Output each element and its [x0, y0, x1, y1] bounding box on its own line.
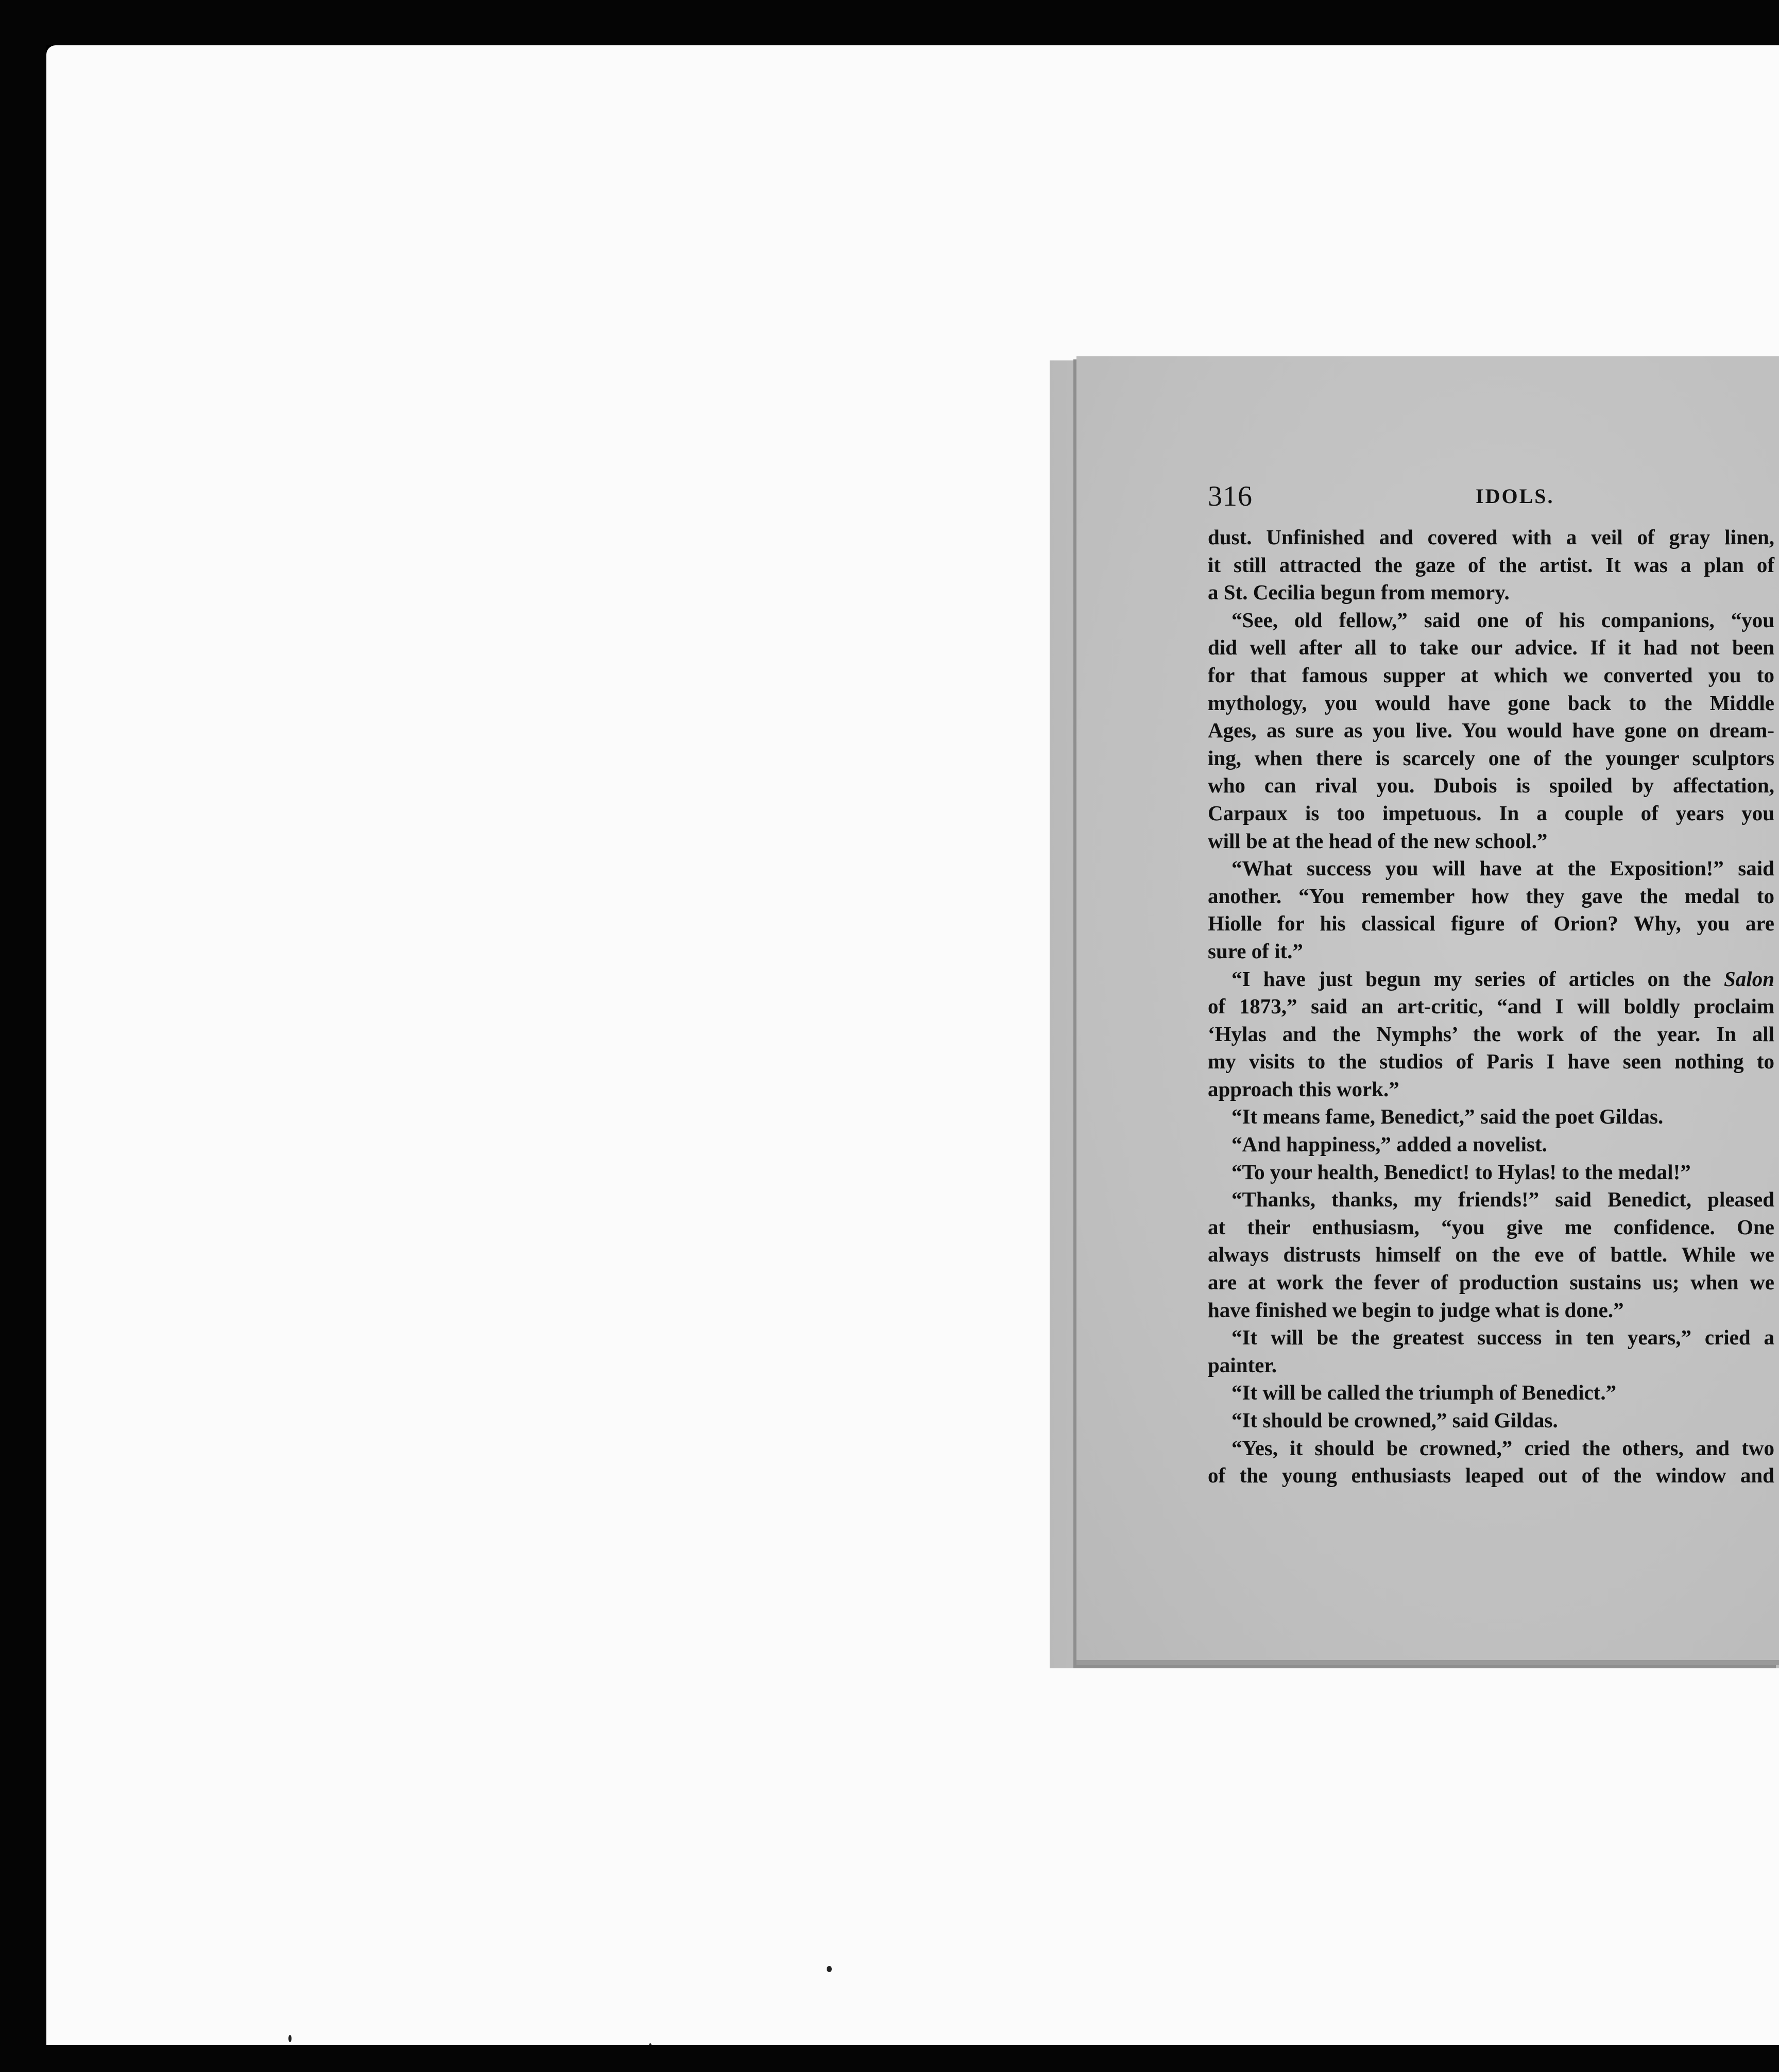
text-line: of 1873,” said an art-critic, “and I will boldly proclaim	[1208, 994, 1774, 1018]
text-line: sure of it.”	[1208, 939, 1303, 963]
text-line: ‘Hylas and the Nymphs’ the work of the year. In all	[1208, 1022, 1774, 1046]
text-line: painter.	[1208, 1353, 1277, 1377]
text-line: “It will be called the triumph of Benedict.”	[1231, 1380, 1617, 1405]
text-line: who can rival you. Dubois is spoiled by affectation,	[1208, 773, 1774, 798]
body-text	[1208, 524, 1774, 1584]
text-line: approach this work.”	[1208, 1077, 1399, 1101]
film-frame-left	[0, 0, 46, 2072]
text-line: “It means fame, Benedict,” said the poet Gildas.	[1231, 1104, 1664, 1129]
text-line: “It will be the greatest success in ten years,” cried a	[1231, 1325, 1774, 1350]
text-line: ing, when there is scarcely one of the younger sculptors	[1208, 746, 1774, 770]
text-line: always distrusts himself on the eve of battle. While we	[1208, 1242, 1774, 1267]
text-line: “What success you will have at the Exposition!” said	[1231, 856, 1774, 880]
text-line: Ages, as sure as you live. You would have gone on dream-	[1208, 718, 1774, 743]
text-line: “To your health, Benedict! to Hylas! to the medal!”	[1231, 1160, 1691, 1184]
text-line: “Yes, it should be crowned,” cried the others, and two	[1231, 1436, 1774, 1460]
text-line: another. “You remember how they gave the medal to	[1208, 884, 1774, 908]
text-line: Hiolle for his classical figure of Orion? Why, you are	[1208, 911, 1774, 936]
text-line: have finished we begin to judge what is done.”	[1208, 1298, 1624, 1322]
running-head: IDOLS.	[1476, 485, 1554, 508]
text-line: a St. Cecilia begun from memory.	[1208, 580, 1510, 605]
text-line: “I have just begun my series of articles on the Salon	[1231, 966, 1774, 991]
text-line: “Thanks, thanks, my friends!” said Benedict, pleased	[1231, 1187, 1774, 1212]
text-line: it still attracted the gaze of the artist. It was a plan of	[1208, 552, 1774, 577]
text-line: “And happiness,” added a novelist.	[1231, 1132, 1547, 1156]
book-page	[1076, 356, 1779, 1665]
film-frame-top	[0, 0, 1779, 45]
page-number: 316	[1208, 480, 1253, 512]
film-frame-bottom	[0, 2045, 1779, 2072]
text-line: are at work the fever of production sustains us; when we	[1208, 1270, 1774, 1294]
text-line: dust. Unfinished and covered with a veil of gray linen,	[1208, 525, 1774, 549]
scan-sheet	[46, 45, 1779, 2045]
page-header	[1208, 480, 1774, 521]
text-line: did well after all to take our advice. If it had not been	[1208, 635, 1774, 660]
text-line: for that famous supper at which we converted you to	[1208, 663, 1774, 687]
text-line: “See, old fellow,” said one of his companions, “you	[1231, 608, 1774, 632]
text-line: “It should be crowned,” said Gildas.	[1231, 1408, 1558, 1432]
text-line: Carpaux is too impetuous. In a couple of years you	[1208, 801, 1774, 825]
text-line: will be at the head of the new school.”	[1208, 828, 1548, 853]
text-line: at their enthusiasm, “you give me confidence. One	[1208, 1215, 1774, 1239]
text-line: of the young enthusiasts leaped out of the window and	[1208, 1463, 1774, 1488]
text-line: my visits to the studios of Paris I have seen nothing to	[1208, 1049, 1774, 1074]
text-line: mythology, you would have gone back to the Middle	[1208, 690, 1774, 715]
